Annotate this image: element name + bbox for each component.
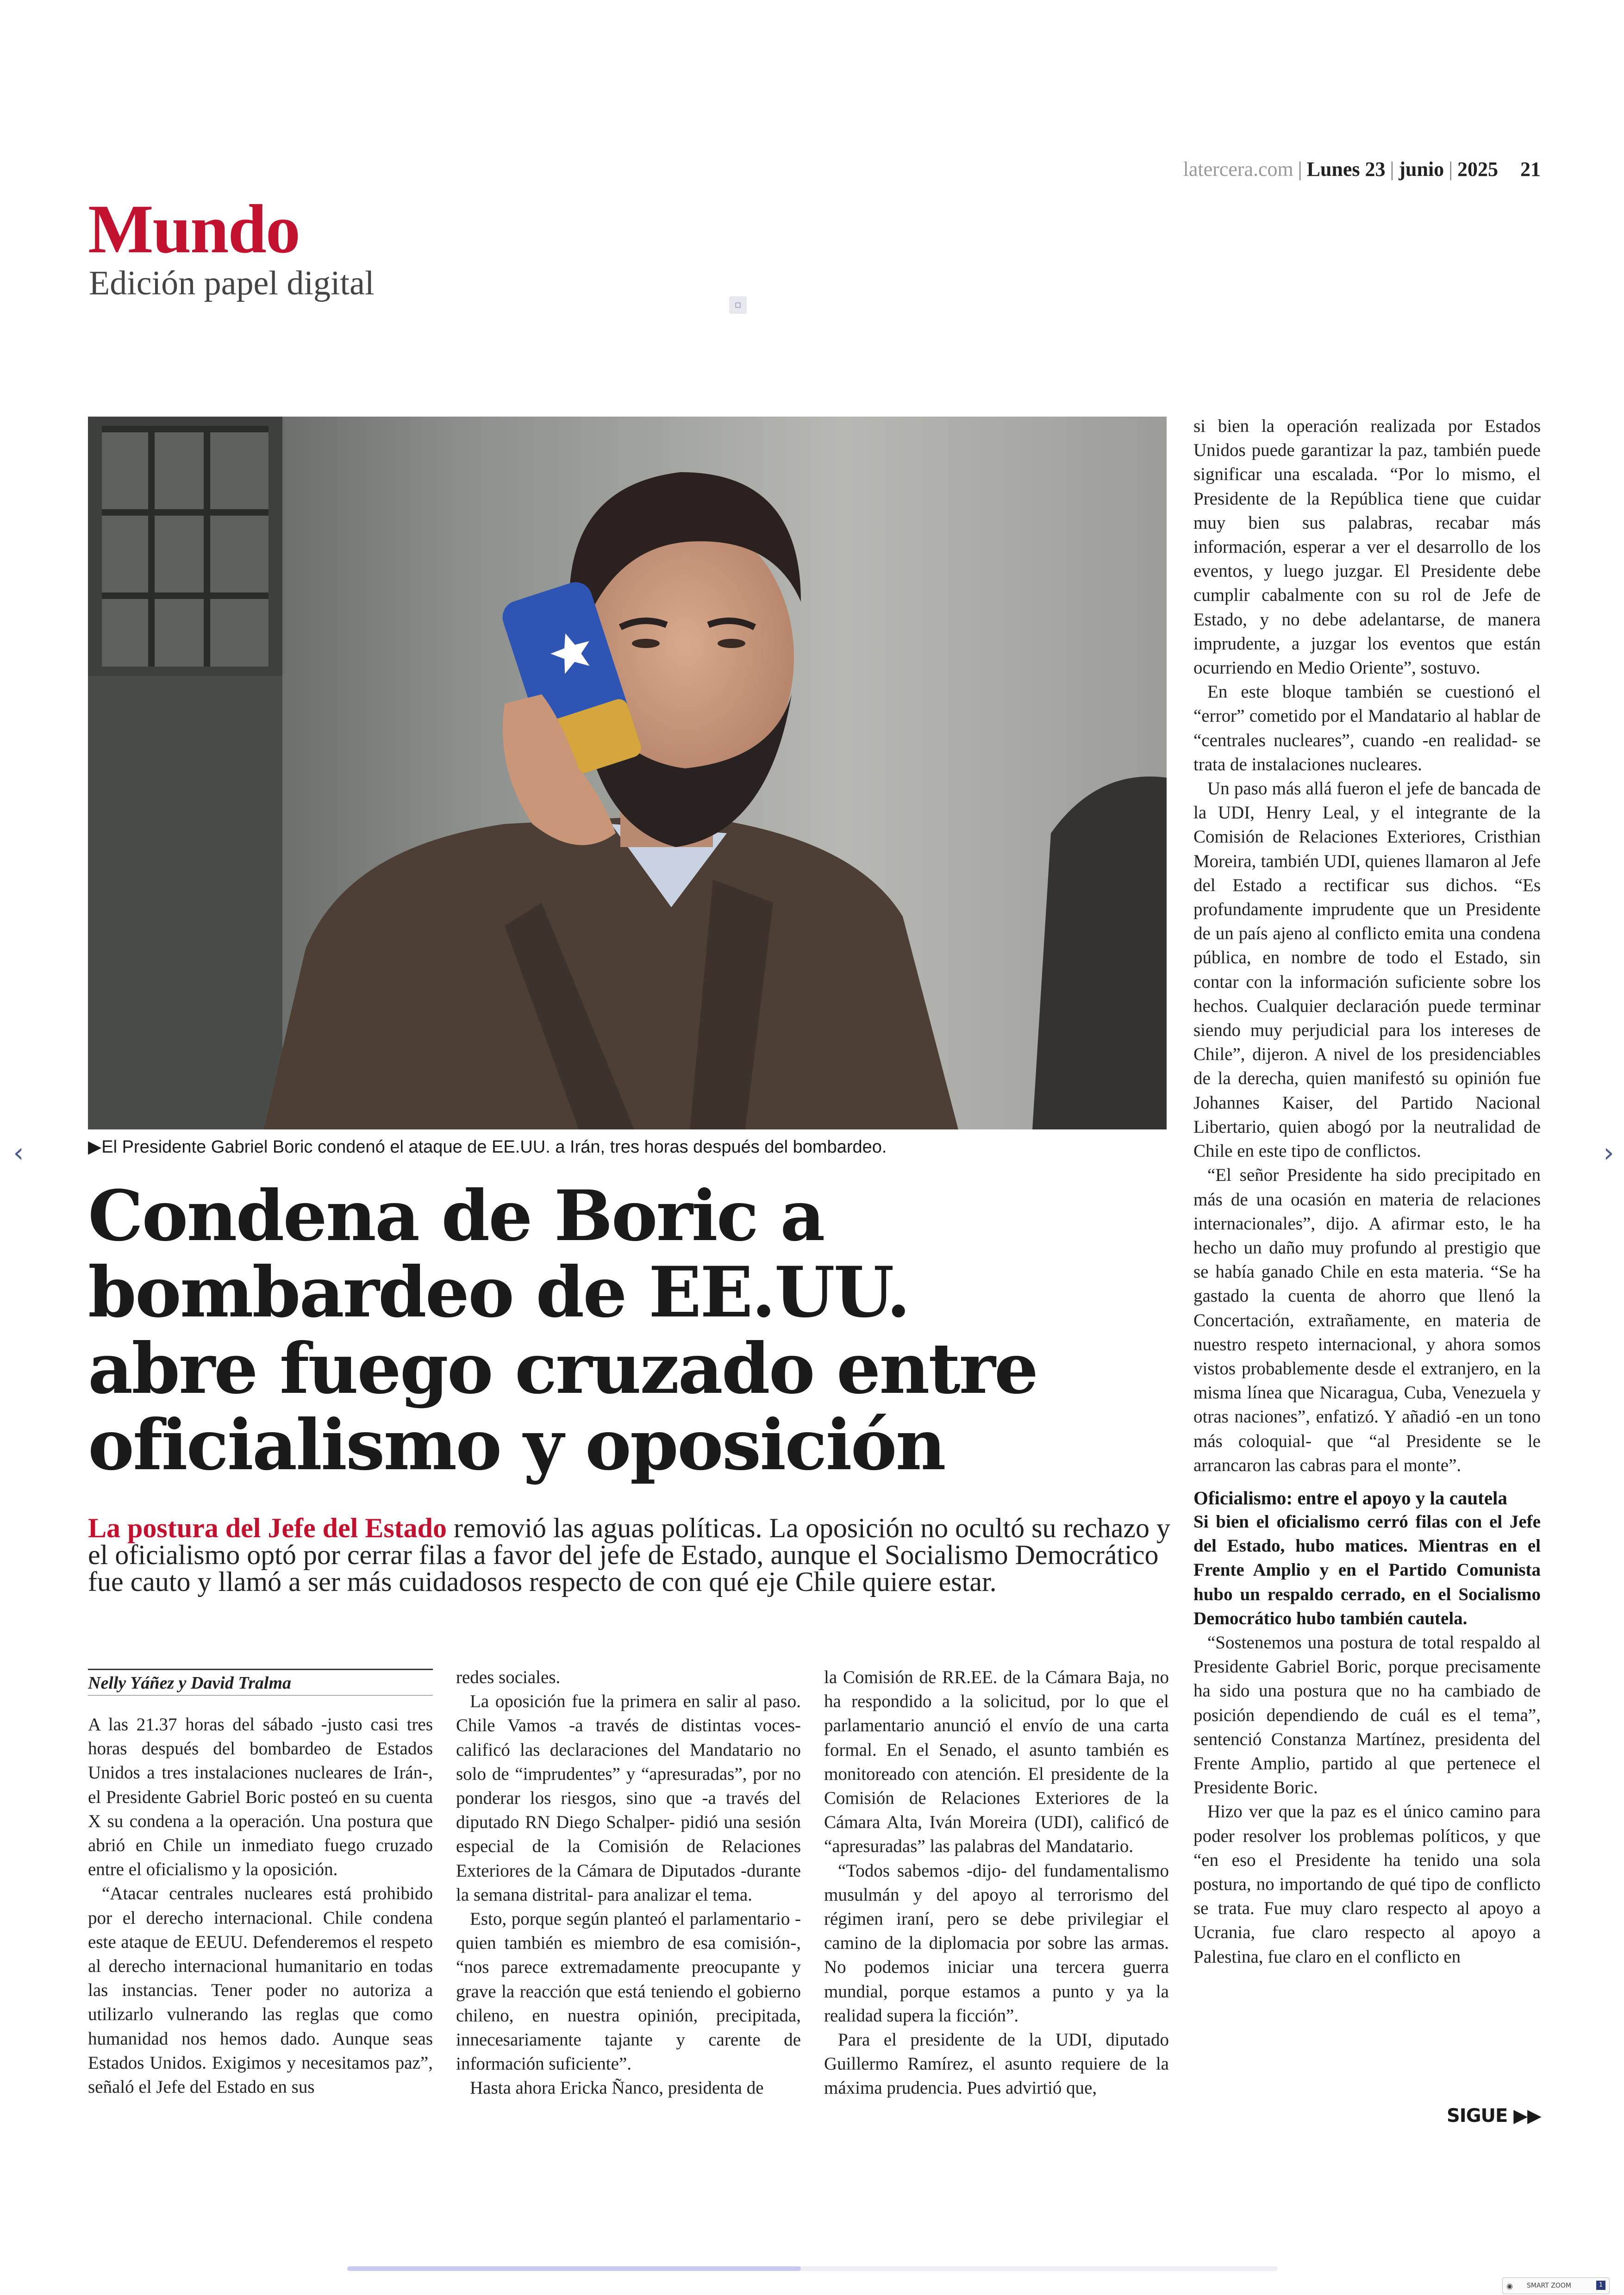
article-headline [88,1175,1153,1486]
article-photo [88,417,1167,1129]
zoom-count: 1 [1596,2281,1605,2290]
headline-line: bombardeo de EE.UU. [88,1252,909,1333]
issue-year: 2025 [1457,158,1498,181]
headline-line: oficialismo y oposición [88,1404,945,1486]
paragraph: A las 21.37 horas del sábado -justo casi tres horas después del bombardeo de Estados Unidos a tres instalaciones nucleares de Irán-, el Presidente Gabriel Boric posteó en su cuenta X su condena a la operación. Una postura que abrió en Chile un inmediato fuego cruzado entre el oficialismo y la oposición. [88,1715,433,1880]
smart-zoom-control[interactable] [1502,2277,1610,2294]
paragraph: Esto, porque según planteó el parlamentario -quien también es miembro de esa comisión-, “nos parece extremadamente preocupante y grave la reacción que está teniendo el gobierno chileno, en nuestra opinión, precipitada, innecesariamente tajante y carente de información suficiente”. [456,1909,801,2074]
eye-icon: ◉ [1506,2282,1513,2290]
paragraph: “Todos sabemos -dijo- del fundamentalismo musulmán y del apoyo al terrorismo del régimen iraní, pero se debe privilegiar el camino de la diplomacia por sobre las armas. No podemos iniciar una tercera guerra mundial, porque estamos a punto y ya la realidad supera la ficción”. [824,1860,1169,2026]
paragraph: Un paso más allá fueron el jefe de bancada de la UDI, Henry Leal, y el integrante de la Comisión de Relaciones Exteriores, Cristhian Moreira, también UDI, quienes llamaron al Jefe del Estado a rectificar sus dichos. “Es profundamente imprudente que un Presidente de un país ajeno al conflicto emita una condena pública, en nombre de todo el Estado, sin contar con la información suficiente sobre los hechos. Cualquier declaración puede terminar siendo muy perjudicial para los intereses de Chile”, dijeron. A nivel de los presidenciables de la derecha, quien manifestó su opinión fue Johannes Kaiser, del Partido Nacional Libertario, quien abogó por la neutralidad de Chile en este tipo de conflictos. [1193,779,1541,1161]
lead-highlight: La postura del Jefe del Estado [88,1513,447,1543]
continue-label: SIGUE ▶▶ [1447,2105,1541,2127]
body-column-4 [1193,414,1541,1969]
body-column-2 [456,1665,801,2101]
zoom-label: SMART ZOOM [1527,2282,1571,2289]
page-number: 21 [1520,158,1541,181]
paragraph: “Sostenemos una postura de total respaldo al Presidente Gabriel Boric, porque precisamente ha sido una postura que no ha cambiado de posición dependiendo de cuál es el tema”, sentenció Constanza Martínez, presidenta del Frente Amplio, partido al que pertenece el Presidente Boric. [1193,1632,1541,1798]
paragraph: Hizo ver que la paz es el único camino para poder resolver los problemas políticos, y que “en eso el Presidente ha tenido una sola postura, no importando de qué tipo de conflicto se trata. Fue muy claro respecto al apoyo a Ucrania, fue claro respecto al apoyo a Palestina, fue claro en el conflicto en [1193,1802,1541,1967]
edition-label: Edición papel digital [89,264,375,302]
paragraph: la Comisión de RR.EE. de la Cámara Baja, no ha respondido a la solicitud, por lo que el parlamentario anunció el envío de una carta formal. En el Senado, el asunto también es monitoreado con atención. El presidente de la Comisión de Relaciones Exteriores de la Cámara Alta, Iván Moreira (UDI), calificó de “apresuradas” las palabras del Mandatario. [824,1667,1169,1857]
article-lead [88,1515,1171,1595]
issue-day: Lunes 23 [1306,158,1386,181]
page-header: latercera.com | Lunes 23 | junio | 2025 21 [1183,158,1541,181]
body-column-1 [88,1713,433,2099]
headline-line: Condena de Boric a [88,1175,824,1257]
lead-text: removió las aguas políticas. La oposición no ocultó su rechazo y el oficialismo optó por cerrar filas a favor del jefe de Estado, aunque el Socialismo Democrático fue cauto y llamó a ser más cuidadosos respecto de con qué eje Chile quiere estar. [88,1513,1170,1597]
paragraph: si bien la operación realizada por Estados Unidos puede garantizar la paz, también puede significar una escalada. “Por lo mismo, el Presidente de la República tiene que cuidar muy bien sus palabras, recabar más información, esperar a ver el desarrollo de los eventos, y luego juzgar. El Presidente debe cumplir cabalmente con su rol de Jefe de Estado, y no debe adelantarse, de manera imprudente, a juzgar los eventos que están ocurriendo en Medio Oriente”, sostuvo. [1193,416,1541,678]
subheading: Oficialismo: entre el apoyo y la cautela [1193,1487,1507,1509]
paragraph: “Atacar centrales nucleares está prohibido por el derecho internacional. Chile condena este ataque de EEUU. Defenderemos el respeto al derecho internacional humanitario en todas las instancias. Tener poder no autoriza a utilizarlo vulnerando las reglas que como humanidad nos hemos dado. Aunque seas Estados Unidos. Exigimos y necesitamos paz”, señaló el Jefe del Estado en sus [88,1883,433,2097]
paragraph: “El señor Presidente ha sido precipitado en más de una ocasión en materia de relaciones internacionales”, dijo. A afirmar esto, le ha hecho un daño muy profundo al prestigio que se había ganado Chile en esta materia. “Se ha gastado la cuenta de ahorro que llenó la Concertación, extrañamente, en materia de nuestro respeto internacional, y ahora somos vistos probablemente desde el extranjero, en la misma línea que Nicaragua, Cuba, Venezuela y otras naciones”, enfatizó. Y añadió -en un tono más coloquial- que “al Presidente se le arrancaron las cabras para el monte”. [1193,1165,1541,1475]
headline-line: abre fuego cruzado entre [88,1328,1037,1409]
issue-month: junio [1399,158,1444,181]
paragraph: redes sociales. [456,1667,561,1687]
paragraph: En este bloque también se cuestionó el “error” cometido por el Mandatario al hablar de “centrales nucleares”, cuando -en realidad- se trata de instalaciones nucleares. [1193,682,1541,774]
body-column-3 [824,1665,1169,2101]
chevron-left-icon[interactable]: ‹ [13,1137,24,1168]
page-marker-icon[interactable]: ▫ [729,296,747,314]
paragraph: Hasta ahora Ericka Ñanco, presidenta de [470,2078,764,2098]
paragraph: La oposición fue la primera en salir al paso. Chile Vamos -a través de distintas voces- calificó las declaraciones del Mandatario no solo de “imprudentes” y “apresuradas”, por no ponderar los riesgos, sino que -a través del diputado RN Diego Schalper- pidió una sesión especial de la Comisión de Relaciones Exteriores de la Cámara de Diputados -durante la semana distrital- para analizar el tema. [456,1691,801,1905]
chevron-right-icon[interactable]: › [1603,1137,1614,1168]
site-name: latercera.com [1183,158,1293,181]
photo-caption: ▶El Presidente Gabriel Boric condenó el ataque de EE.UU. a Irán, tres horas después del bombardeo. [88,1137,887,1157]
section-title: Mundo [88,191,300,268]
subheading-lead: Si bien el oficialismo cerró filas con el Jefe del Estado, hubo matices. Mientras en el Frente Amplio y en el Partido Comunista hubo un respaldo cerrado, en el Socialismo Democrático hubo también cautela. [1193,1511,1541,1628]
paragraph: Para el presidente de la UDI, diputado Guillermo Ramírez, el asunto requiere de la máxima prudencia. Pues advirtió que, [824,2030,1169,2098]
page-scroll-thumb[interactable] [347,2266,801,2271]
byline: Nelly Yáñez y David Tralma [88,1669,433,1696]
